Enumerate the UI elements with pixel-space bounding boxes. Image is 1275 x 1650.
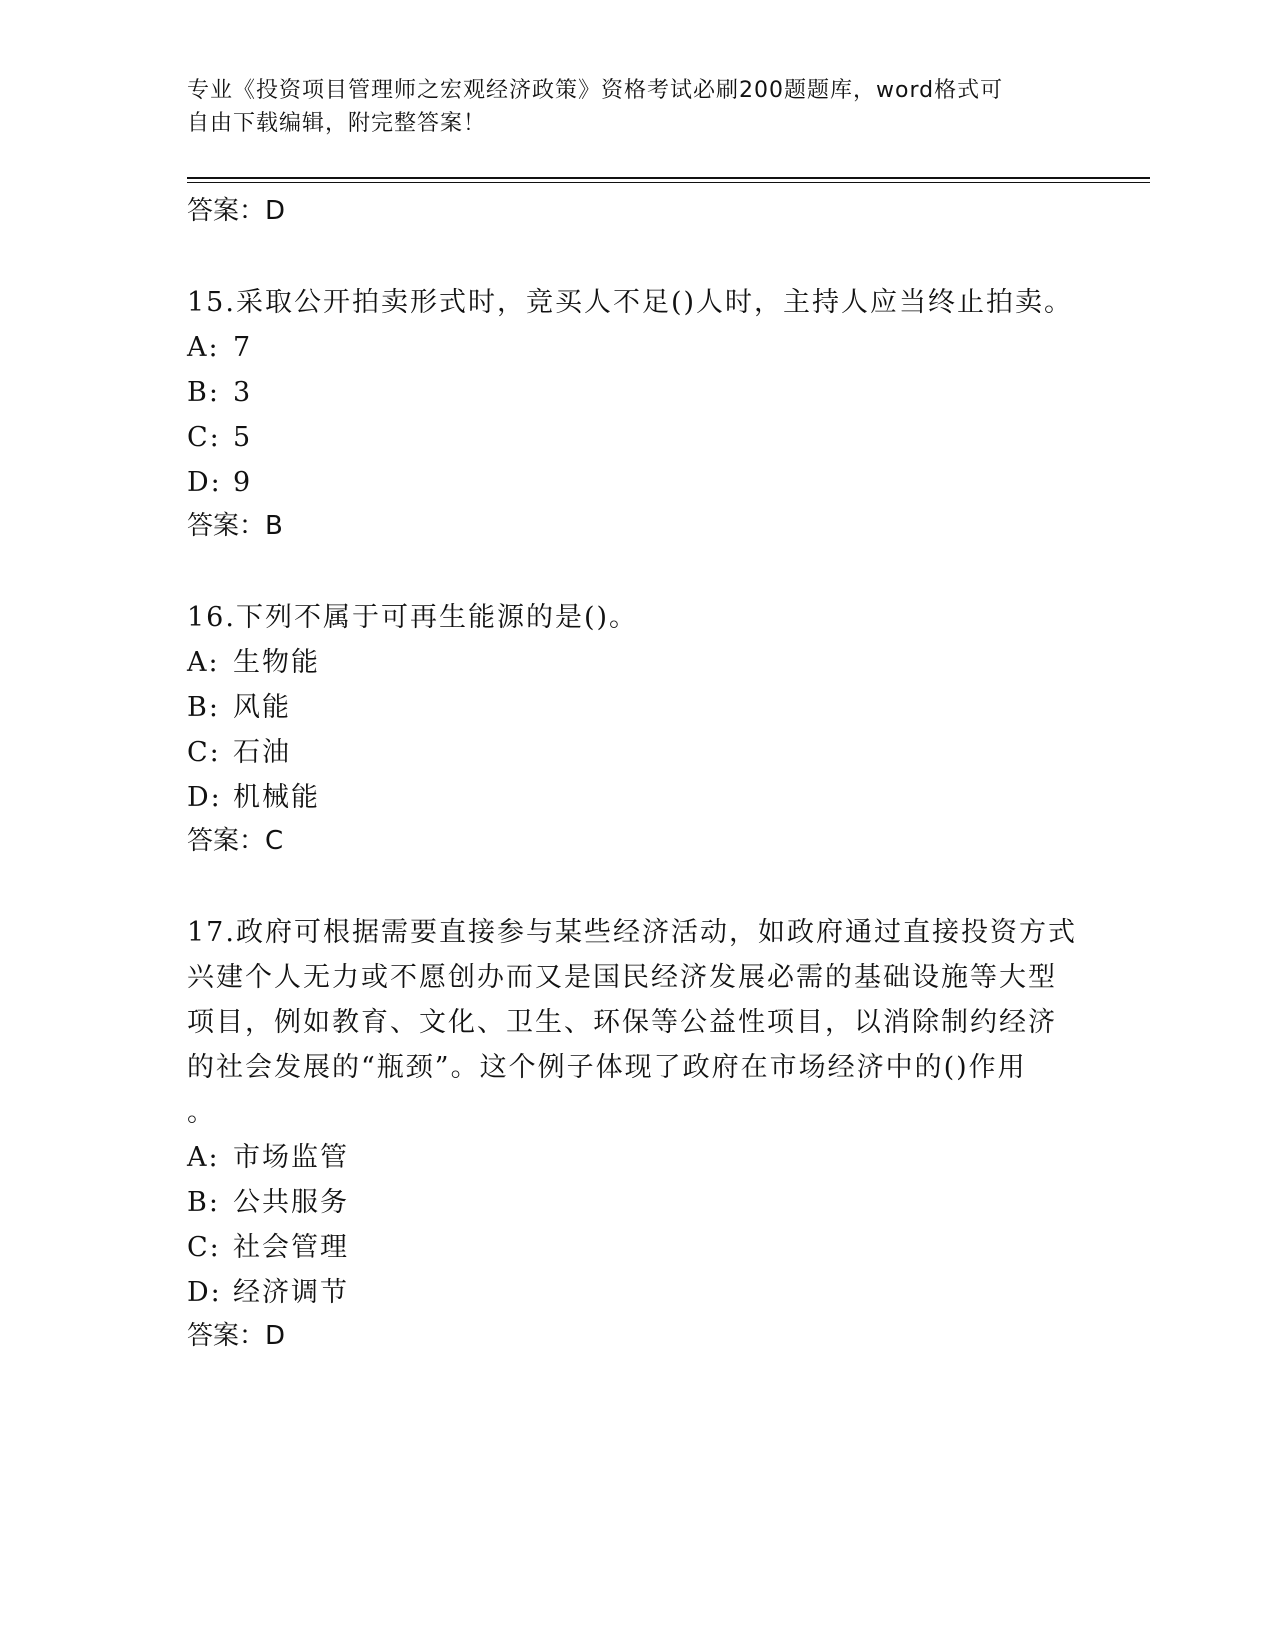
option-a	[187, 640, 1087, 685]
question-list	[187, 190, 1087, 1360]
option-text: 石油	[233, 737, 291, 768]
option-letter: A:	[187, 332, 220, 363]
option-text: 生物能	[233, 647, 320, 678]
option-text: 机械能	[233, 782, 320, 813]
option-letter: B:	[187, 377, 220, 408]
question-15	[187, 280, 1087, 550]
option-text: 5	[233, 422, 253, 453]
option-letter: C:	[187, 737, 221, 768]
answer-line: 答案：B	[187, 511, 283, 541]
option-text: 公共服务	[233, 1187, 349, 1218]
option-a	[187, 1135, 1087, 1180]
header-line-2: 自由下载编辑，附完整答案！	[187, 111, 487, 136]
option-c	[187, 415, 1087, 460]
option-letter: C:	[187, 1232, 221, 1263]
option-letter: A:	[187, 1142, 220, 1173]
option-d	[187, 775, 1087, 820]
question-stem-line: 兴建个人无力或不愿创办而又是国民经济发展必需的基础设施等大型	[187, 962, 1057, 993]
option-letter: D:	[187, 1277, 222, 1308]
header-divider	[187, 177, 1150, 183]
question-17	[187, 910, 1087, 1360]
answer-line: 答案：D	[187, 196, 286, 226]
option-letter: A:	[187, 647, 220, 678]
option-a	[187, 325, 1087, 370]
option-text: 7	[233, 332, 253, 363]
question-stem-line: 。	[187, 1097, 216, 1128]
question-stem-line: 的社会发展的“瓶颈”。这个例子体现了政府在市场经济中的()作用	[187, 1052, 1027, 1083]
option-d	[187, 1270, 1087, 1315]
option-d	[187, 460, 1087, 505]
option-letter: D:	[187, 467, 222, 498]
header-line-1: 专业《投资项目管理师之宏观经济政策》资格考试必刷200题题库，word格式可	[187, 78, 1004, 103]
question-16	[187, 595, 1087, 865]
question-stem-line: 17.政府可根据需要直接参与某些经济活动，如政府通过直接投资方式	[187, 917, 1077, 948]
page-header	[187, 74, 1087, 140]
option-text: 风能	[233, 692, 291, 723]
option-b	[187, 1180, 1087, 1225]
option-c	[187, 1225, 1087, 1270]
option-text: 经济调节	[233, 1277, 349, 1308]
option-text: 市场监管	[233, 1142, 349, 1173]
question-stem: 16.下列不属于可再生能源的是()。	[187, 602, 639, 633]
option-letter: C:	[187, 422, 221, 453]
option-text: 3	[233, 377, 253, 408]
option-text: 社会管理	[233, 1232, 349, 1263]
option-b	[187, 685, 1087, 730]
option-letter: B:	[187, 1187, 220, 1218]
option-c	[187, 730, 1087, 775]
option-b	[187, 370, 1087, 415]
option-text: 9	[233, 467, 253, 498]
answer-line: 答案：D	[187, 1321, 286, 1351]
question-stem-line: 项目，例如教育、文化、卫生、环保等公益性项目，以消除制约经济	[187, 1007, 1057, 1038]
question-stem: 15.采取公开拍卖形式时，竞买人不足()人时，主持人应当终止拍卖。	[187, 287, 1074, 318]
answer-line: 答案：C	[187, 826, 284, 856]
option-letter: D:	[187, 782, 222, 813]
option-letter: B:	[187, 692, 220, 723]
